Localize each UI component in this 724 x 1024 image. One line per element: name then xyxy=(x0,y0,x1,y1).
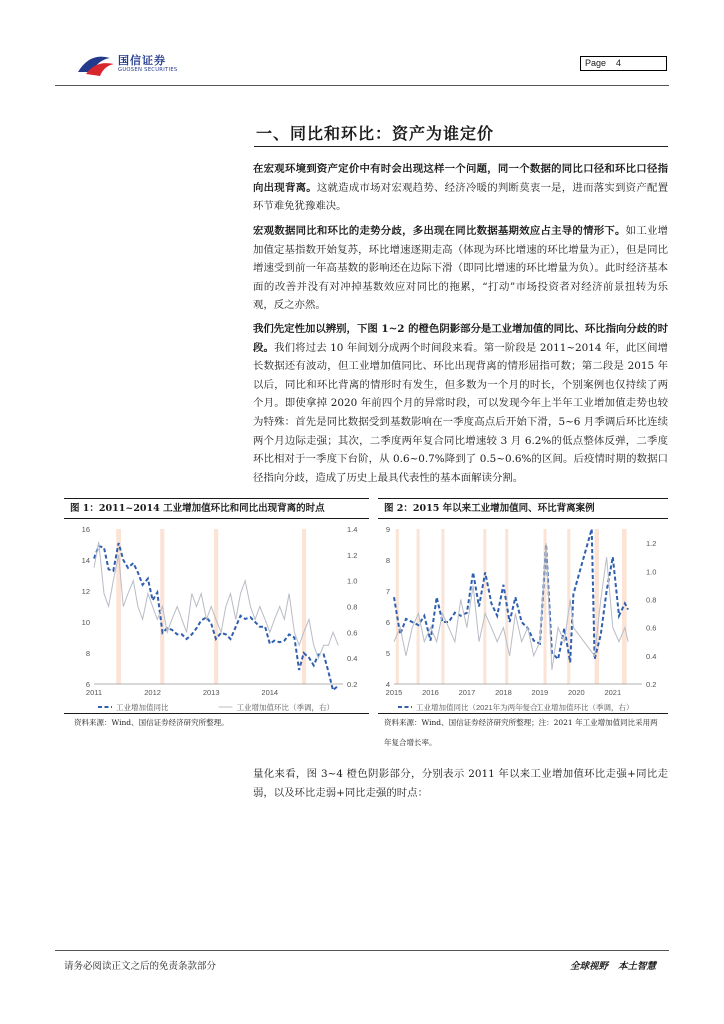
figure-1-chart xyxy=(64,521,369,716)
shaded-period xyxy=(214,529,218,684)
y-right-tick-label: 0.8 xyxy=(347,602,358,612)
paragraph-3 xyxy=(253,320,668,487)
footer-divider xyxy=(55,950,669,951)
y-right-tick-label: 0.8 xyxy=(646,595,657,605)
y-left-tick-label: 12 xyxy=(81,587,90,596)
y-left-tick-label: 14 xyxy=(81,556,90,565)
figure-2-caption-rule xyxy=(378,518,668,519)
paragraph-3-body: 我们将过去 10 年间划分成两个时间段来看。第一阶段是 2011~2014 年，此区间增长数据还有波动，但工业增加值同比、环比出现背离的情形屈指可数；第二段是 2015 年以后，同比和环比背离的情形时有发生，但多数为一个月的时长，个别案例也仅持续了两个月。即使拿掉 2020 年前四个月的异常时段，可以发现今年上半年工业增加值走势也较为特殊：首先是同比数据受到基数影响在一季度高点后开始下滑，5~6 月季调后环比连续两个月边际走强；其次，二季度两年复合同比增速较 3 月 6.2%的低点整体反弹，二季度环比相对于一季度下台阶，从 0.6~0.7%降到了 0.5~0.6%的区间。后疫情时期的数据口径指向分歧，造成了历史上最具代表性的基本面解读分割。 xyxy=(253,341,669,484)
x-tick-label: 2018 xyxy=(495,688,512,697)
page-number: 4 xyxy=(616,58,622,68)
x-tick-label: 2011 xyxy=(85,688,103,697)
brand-name: 国信证券 xyxy=(118,54,166,67)
paragraph-2-body: 如工业增加值定基指数开始复苏，环比增速逐期走高（体现为环比增速的环比增量为正），但是同比增速受到前一年高基数的影响还在边际下滑（即同比增速的环比增量为负）。此时经济基本面的改善并没有对冲掉基数效应对同比的拖累，“打动”市场投资者对经济前景扭转为乐观，反之亦然。 xyxy=(253,225,669,312)
x-tick-label: 2013 xyxy=(202,688,220,697)
y-left-tick-label: 8 xyxy=(385,556,390,565)
y-right-tick-label: 0.2 xyxy=(347,680,358,689)
y-right-tick-label: 1.0 xyxy=(347,576,358,586)
y-left-tick-label: 10 xyxy=(81,618,90,627)
footer-slogan-1: 全球视野 xyxy=(570,961,609,972)
paragraph-2 xyxy=(253,222,668,315)
closing-paragraph: 量化来看，图 3~4 橙色阴影部分，分别表示 2011 年以来工业增加值环比走强+同比走弱，以及环比走弱+同比走强的时点： xyxy=(253,768,668,799)
legend-label-yoy: 工业增加值同比 xyxy=(116,703,169,712)
header-divider xyxy=(55,85,669,86)
y-right-tick-label: 1.4 xyxy=(347,525,358,534)
y-right-tick-label: 0.2 xyxy=(646,680,657,689)
page-label: Page xyxy=(585,58,607,68)
page-indicator xyxy=(580,56,667,71)
y-right-tick-label: 0.6 xyxy=(646,623,657,633)
legend-label-mom: 工业增加值环比（季调，右） xyxy=(536,703,634,712)
x-tick-label: 2016 xyxy=(422,688,439,697)
brand-name-en: GUOSEN SECURITIES xyxy=(118,67,178,73)
y-left-tick-label: 7 xyxy=(385,587,390,596)
legend-label-mom: 工业增加值环比（季调，右） xyxy=(236,703,334,712)
logo xyxy=(76,50,116,80)
shaded-period xyxy=(595,529,599,684)
x-tick-label: 2012 xyxy=(144,688,161,697)
y-left-tick-label: 4 xyxy=(385,680,390,689)
figure-1-source: 资料来源：Wind、国信证券经济研究所整理。 xyxy=(74,718,229,727)
figure-2-caption: 图 2：2015 年以来工业增加值同、环比背离案例 xyxy=(384,503,595,514)
y-left-tick-label: 9 xyxy=(385,525,390,534)
y-left-tick-label: 16 xyxy=(81,525,90,534)
paragraph-1-body: 这就造成市场对宏观趋势、经济冷暖的判断莫衷一是，进而落实到资产配置环节难免犹豫难决。 xyxy=(253,181,669,213)
x-tick-label: 2021 xyxy=(604,688,622,697)
guosen-logo-icon xyxy=(76,50,116,80)
y-right-tick-label: 0.4 xyxy=(646,651,657,661)
figure-2-chart xyxy=(378,521,668,716)
paragraph-3-lead: 我们先定性加以辨别，下图 1~2 的橙色阴影部分是工业增加值的同比、环比指向分歧的时段。 xyxy=(253,323,668,354)
figure-2-source: 资料来源：Wind、国信证券经济研究所整理；注：2021 年工业增加值同比采用两年复合增长率。 xyxy=(384,718,658,747)
shaded-period xyxy=(505,529,508,684)
x-tick-label: 2014 xyxy=(261,688,279,697)
y-left-tick-label: 8 xyxy=(85,649,90,658)
title-underline xyxy=(254,146,668,147)
figure-1-caption: 图 1：2011~2014 工业增加值环比和同比出现背离的时点 xyxy=(70,503,325,514)
footer-slogan-2: 本土智慧 xyxy=(618,961,657,972)
footer-disclaimer: 请务必阅读正文之后的免责条款部分 xyxy=(64,961,217,972)
x-tick-label: 2017 xyxy=(458,688,476,697)
shaded-period xyxy=(441,529,444,684)
figure-2-top-rule xyxy=(378,498,668,499)
figure-2-svg xyxy=(378,521,668,716)
figure-1-svg xyxy=(64,521,369,716)
shaded-period xyxy=(417,529,420,684)
footer-slogan xyxy=(570,958,656,972)
y-right-tick-label: 0.4 xyxy=(347,654,358,664)
shaded-period xyxy=(483,529,486,684)
paragraph-1-lead: 在宏观环境到资产定价中有时会出现这样一个问题，同一个数据的同比口径和环比口径指向出现背离。 xyxy=(253,163,668,194)
legend-label-yoy: 工业增加值同比（2021年为两年复合） xyxy=(416,703,546,712)
shaded-period xyxy=(302,529,306,684)
section-title: 一、同比和环比：资产为谁定价 xyxy=(256,124,495,143)
y-right-tick-label: 0.6 xyxy=(347,628,358,638)
x-tick-label: 2015 xyxy=(385,688,403,697)
y-right-tick-label: 1.2 xyxy=(646,539,657,549)
figure-1-top-rule xyxy=(64,498,369,499)
x-tick-label: 2019 xyxy=(531,688,549,697)
x-tick-label: 2020 xyxy=(568,688,585,697)
figure-1-caption-rule xyxy=(64,518,369,519)
paragraph-1 xyxy=(253,160,668,216)
y-left-tick-label: 6 xyxy=(85,680,90,689)
shaded-period xyxy=(116,529,121,684)
y-left-tick-label: 6 xyxy=(385,618,390,627)
y-right-tick-label: 1.0 xyxy=(646,567,657,577)
paragraph-2-lead: 宏观数据同比和环比的走势分歧，多出现在同比数据基期效应占主导的情形下。 xyxy=(253,225,626,237)
y-left-tick-label: 5 xyxy=(385,649,390,658)
y-right-tick-label: 1.2 xyxy=(347,550,358,560)
